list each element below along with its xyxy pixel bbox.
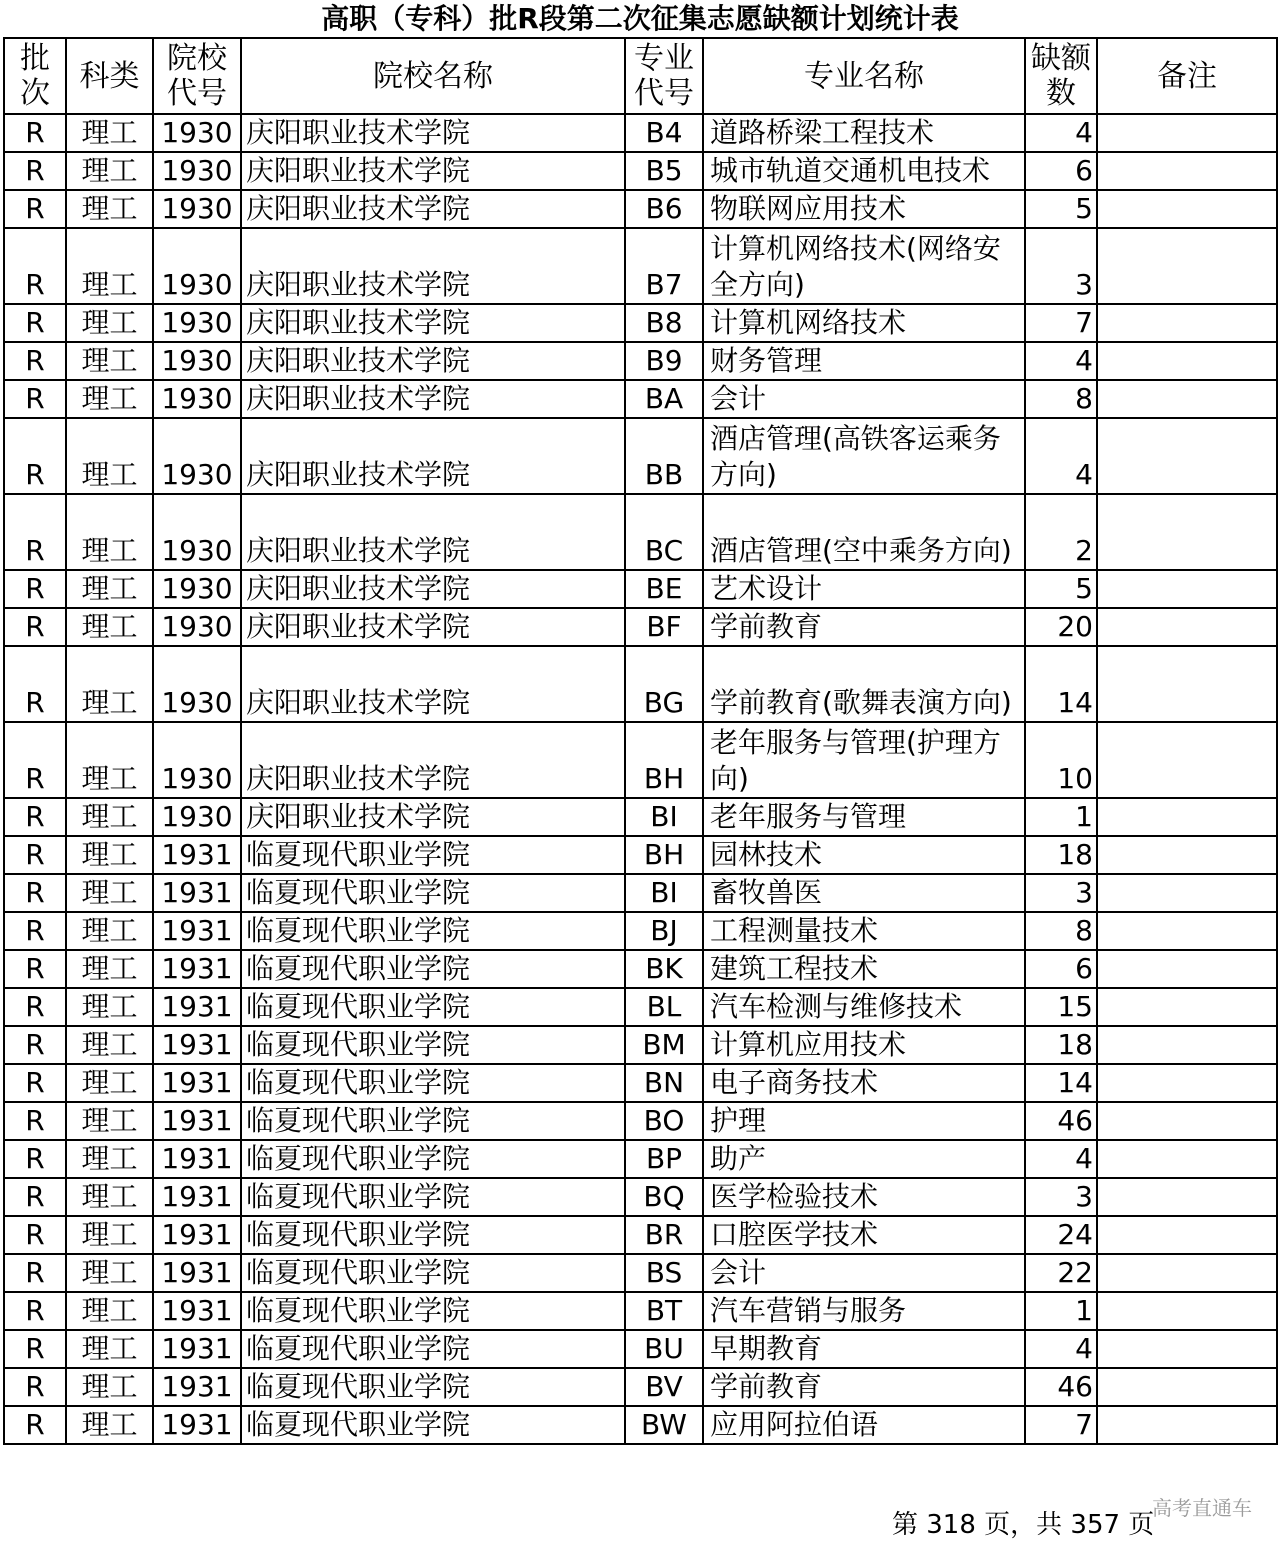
cell-major-code: BC: [625, 494, 703, 570]
cell-remarks: [1097, 950, 1277, 988]
table-row: [4, 646, 1277, 722]
cell-school-code: 1930: [153, 380, 241, 418]
cell-remarks: [1097, 1064, 1277, 1102]
cell-batch: R: [4, 1140, 66, 1178]
cell-school-code: 1931: [153, 988, 241, 1026]
cell-remarks: [1097, 1368, 1277, 1406]
cell-remarks: [1097, 912, 1277, 950]
cell-vacancies: 1: [1025, 1292, 1097, 1330]
cell-school-name: 临夏现代职业学院: [241, 1140, 625, 1178]
cell-remarks: [1097, 1102, 1277, 1140]
cell-remarks: [1097, 418, 1277, 494]
cell-vacancies: 22: [1025, 1254, 1097, 1292]
cell-category: 理工: [66, 114, 153, 152]
cell-category: 理工: [66, 950, 153, 988]
cell-remarks: [1097, 1406, 1277, 1444]
cell-major-name: 物联网应用技术: [703, 190, 1025, 228]
cell-vacancies: 1: [1025, 798, 1097, 836]
cell-vacancies: 3: [1025, 874, 1097, 912]
cell-remarks: [1097, 380, 1277, 418]
cell-school-code: 1930: [153, 722, 241, 798]
cell-major-code: BG: [625, 646, 703, 722]
cell-school-code: 1930: [153, 228, 241, 304]
cell-major-name: 财务管理: [703, 342, 1025, 380]
cell-vacancies: 5: [1025, 570, 1097, 608]
cell-batch: R: [4, 570, 66, 608]
cell-batch: R: [4, 1178, 66, 1216]
cell-school-code: 1931: [153, 836, 241, 874]
cell-batch: R: [4, 1216, 66, 1254]
cell-remarks: [1097, 1026, 1277, 1064]
cell-batch: R: [4, 874, 66, 912]
cell-school-name: 临夏现代职业学院: [241, 1406, 625, 1444]
cell-category: 理工: [66, 152, 153, 190]
header-category: 科类: [66, 38, 153, 114]
cell-major-code: BT: [625, 1292, 703, 1330]
table-row: [4, 152, 1277, 190]
table-row: [4, 1064, 1277, 1102]
cell-major-code: BA: [625, 380, 703, 418]
cell-category: 理工: [66, 228, 153, 304]
cell-vacancies: 2: [1025, 494, 1097, 570]
cell-remarks: [1097, 570, 1277, 608]
cell-school-name: 庆阳职业技术学院: [241, 380, 625, 418]
watermark: 高考直通车: [1152, 1496, 1252, 1520]
cell-major-name: 城市轨道交通机电技术: [703, 152, 1025, 190]
cell-major-code: BH: [625, 722, 703, 798]
cell-remarks: [1097, 1178, 1277, 1216]
cell-school-code: 1930: [153, 418, 241, 494]
cell-major-name: 应用阿拉伯语: [703, 1406, 1025, 1444]
cell-batch: R: [4, 304, 66, 342]
cell-vacancies: 14: [1025, 646, 1097, 722]
cell-batch: R: [4, 1330, 66, 1368]
cell-major-code: B7: [625, 228, 703, 304]
cell-category: 理工: [66, 874, 153, 912]
cell-batch: R: [4, 114, 66, 152]
cell-school-name: 庆阳职业技术学院: [241, 798, 625, 836]
cell-remarks: [1097, 1216, 1277, 1254]
cell-school-name: 临夏现代职业学院: [241, 1292, 625, 1330]
cell-category: 理工: [66, 494, 153, 570]
cell-major-code: BW: [625, 1406, 703, 1444]
cell-school-code: 1930: [153, 304, 241, 342]
cell-batch: R: [4, 494, 66, 570]
cell-remarks: [1097, 722, 1277, 798]
cell-major-code: BQ: [625, 1178, 703, 1216]
cell-category: 理工: [66, 608, 153, 646]
cell-major-code: BU: [625, 1330, 703, 1368]
page-number: 第 318 页，共 357 页: [892, 1510, 1155, 1540]
cell-category: 理工: [66, 798, 153, 836]
cell-category: 理工: [66, 190, 153, 228]
cell-major-name: 艺术设计: [703, 570, 1025, 608]
cell-batch: R: [4, 1368, 66, 1406]
cell-vacancies: 3: [1025, 1178, 1097, 1216]
cell-vacancies: 6: [1025, 152, 1097, 190]
cell-batch: R: [4, 152, 66, 190]
cell-school-code: 1930: [153, 494, 241, 570]
cell-school-name: 临夏现代职业学院: [241, 874, 625, 912]
cell-vacancies: 4: [1025, 418, 1097, 494]
cell-category: 理工: [66, 1216, 153, 1254]
cell-major-name: 电子商务技术: [703, 1064, 1025, 1102]
cell-vacancies: 15: [1025, 988, 1097, 1026]
cell-vacancies: 4: [1025, 114, 1097, 152]
cell-batch: R: [4, 798, 66, 836]
cell-major-name: 医学检验技术: [703, 1178, 1025, 1216]
table-row: [4, 1292, 1277, 1330]
cell-category: 理工: [66, 1406, 153, 1444]
cell-vacancies: 6: [1025, 950, 1097, 988]
cell-major-name: 计算机应用技术: [703, 1026, 1025, 1064]
header-major-name: 专业名称: [703, 38, 1025, 114]
cell-school-code: 1931: [153, 1368, 241, 1406]
table-row: [4, 570, 1277, 608]
cell-school-name: 庆阳职业技术学院: [241, 228, 625, 304]
cell-remarks: [1097, 228, 1277, 304]
cell-major-code: BN: [625, 1064, 703, 1102]
cell-remarks: [1097, 190, 1277, 228]
cell-remarks: [1097, 608, 1277, 646]
cell-category: 理工: [66, 1064, 153, 1102]
cell-remarks: [1097, 798, 1277, 836]
cell-major-name: 汽车营销与服务: [703, 1292, 1025, 1330]
cell-category: 理工: [66, 342, 153, 380]
cell-vacancies: 18: [1025, 836, 1097, 874]
cell-school-code: 1931: [153, 1406, 241, 1444]
cell-batch: R: [4, 1254, 66, 1292]
cell-category: 理工: [66, 1178, 153, 1216]
cell-remarks: [1097, 1292, 1277, 1330]
cell-vacancies: 8: [1025, 380, 1097, 418]
cell-category: 理工: [66, 1368, 153, 1406]
cell-vacancies: 4: [1025, 1140, 1097, 1178]
table-row: [4, 722, 1277, 798]
table-row: [4, 304, 1277, 342]
cell-school-name: 庆阳职业技术学院: [241, 494, 625, 570]
cell-major-code: BI: [625, 798, 703, 836]
cell-vacancies: 5: [1025, 190, 1097, 228]
cell-school-name: 庆阳职业技术学院: [241, 418, 625, 494]
cell-school-name: 临夏现代职业学院: [241, 1216, 625, 1254]
page-title: 高职（专科）批R段第二次征集志愿缺额计划统计表: [321, 2, 959, 35]
cell-vacancies: 7: [1025, 1406, 1097, 1444]
table-row: [4, 988, 1277, 1026]
cell-school-name: 庆阳职业技术学院: [241, 342, 625, 380]
table-row: [4, 1406, 1277, 1444]
cell-batch: R: [4, 1026, 66, 1064]
cell-batch: R: [4, 950, 66, 988]
cell-vacancies: 10: [1025, 722, 1097, 798]
cell-major-name: 老年服务与管理: [703, 798, 1025, 836]
table-row: [4, 1178, 1277, 1216]
cell-major-name: 口腔医学技术: [703, 1216, 1025, 1254]
cell-school-name: 临夏现代职业学院: [241, 988, 625, 1026]
table-row: [4, 342, 1277, 380]
cell-major-code: BL: [625, 988, 703, 1026]
cell-school-name: 临夏现代职业学院: [241, 1254, 625, 1292]
cell-school-code: 1931: [153, 1102, 241, 1140]
cell-school-name: 临夏现代职业学院: [241, 836, 625, 874]
cell-school-name: 临夏现代职业学院: [241, 1178, 625, 1216]
header-school-code: 院校代号: [153, 38, 241, 114]
cell-major-code: BP: [625, 1140, 703, 1178]
table-row: [4, 1216, 1277, 1254]
cell-category: 理工: [66, 722, 153, 798]
cell-school-code: 1931: [153, 1140, 241, 1178]
cell-vacancies: 8: [1025, 912, 1097, 950]
cell-major-code: B4: [625, 114, 703, 152]
cell-remarks: [1097, 646, 1277, 722]
cell-remarks: [1097, 1330, 1277, 1368]
cell-school-name: 庆阳职业技术学院: [241, 570, 625, 608]
cell-vacancies: 3: [1025, 228, 1097, 304]
cell-school-code: 1931: [153, 874, 241, 912]
cell-major-name: 早期教育: [703, 1330, 1025, 1368]
cell-batch: R: [4, 380, 66, 418]
cell-school-code: 1931: [153, 1254, 241, 1292]
cell-vacancies: 4: [1025, 342, 1097, 380]
table-row: [4, 950, 1277, 988]
cell-major-code: BM: [625, 1026, 703, 1064]
table-row: [4, 494, 1277, 570]
cell-school-code: 1930: [153, 114, 241, 152]
cell-category: 理工: [66, 1102, 153, 1140]
cell-school-name: 庆阳职业技术学院: [241, 646, 625, 722]
cell-vacancies: 14: [1025, 1064, 1097, 1102]
cell-batch: R: [4, 646, 66, 722]
cell-major-code: B8: [625, 304, 703, 342]
table-row: [4, 1026, 1277, 1064]
cell-major-name: 建筑工程技术: [703, 950, 1025, 988]
table-row: [4, 836, 1277, 874]
cell-school-code: 1930: [153, 570, 241, 608]
cell-remarks: [1097, 304, 1277, 342]
header-row: [4, 38, 1277, 114]
cell-batch: R: [4, 1406, 66, 1444]
cell-school-name: 庆阳职业技术学院: [241, 722, 625, 798]
cell-remarks: [1097, 114, 1277, 152]
cell-batch: R: [4, 988, 66, 1026]
cell-batch: R: [4, 1102, 66, 1140]
cell-school-code: 1930: [153, 646, 241, 722]
cell-category: 理工: [66, 380, 153, 418]
cell-remarks: [1097, 494, 1277, 570]
cell-school-name: 庆阳职业技术学院: [241, 190, 625, 228]
cell-major-name: 助产: [703, 1140, 1025, 1178]
header-major-code: 专业代号: [625, 38, 703, 114]
cell-batch: R: [4, 1292, 66, 1330]
cell-major-code: BS: [625, 1254, 703, 1292]
cell-major-code: BF: [625, 608, 703, 646]
header-vacancies: 缺额数: [1025, 38, 1097, 114]
cell-major-name: 会计: [703, 380, 1025, 418]
cell-batch: R: [4, 418, 66, 494]
header-batch: 批次: [4, 38, 66, 114]
cell-major-code: BV: [625, 1368, 703, 1406]
cell-remarks: [1097, 1140, 1277, 1178]
cell-major-name: 计算机网络技术(网络安全方向): [703, 228, 1025, 304]
cell-major-name: 老年服务与管理(护理方向): [703, 722, 1025, 798]
cell-school-code: 1931: [153, 1178, 241, 1216]
vacancy-table: [3, 37, 1278, 1445]
table-row: [4, 418, 1277, 494]
cell-remarks: [1097, 1254, 1277, 1292]
cell-remarks: [1097, 988, 1277, 1026]
cell-major-code: B9: [625, 342, 703, 380]
cell-major-code: BH: [625, 836, 703, 874]
cell-category: 理工: [66, 1292, 153, 1330]
cell-major-name: 酒店管理(空中乘务方向): [703, 494, 1025, 570]
table-row: [4, 380, 1277, 418]
cell-major-name: 学前教育: [703, 608, 1025, 646]
table-row: [4, 114, 1277, 152]
cell-school-name: 临夏现代职业学院: [241, 1026, 625, 1064]
table-row: [4, 608, 1277, 646]
cell-vacancies: 18: [1025, 1026, 1097, 1064]
cell-vacancies: 46: [1025, 1368, 1097, 1406]
cell-school-code: 1931: [153, 1064, 241, 1102]
cell-school-name: 庆阳职业技术学院: [241, 304, 625, 342]
cell-school-name: 临夏现代职业学院: [241, 1064, 625, 1102]
cell-school-code: 1931: [153, 950, 241, 988]
cell-school-code: 1931: [153, 1216, 241, 1254]
cell-major-code: BK: [625, 950, 703, 988]
cell-school-code: 1931: [153, 1330, 241, 1368]
cell-major-code: BI: [625, 874, 703, 912]
cell-school-code: 1931: [153, 1292, 241, 1330]
cell-vacancies: 20: [1025, 608, 1097, 646]
cell-major-name: 畜牧兽医: [703, 874, 1025, 912]
cell-school-name: 临夏现代职业学院: [241, 1368, 625, 1406]
table-body: [4, 114, 1277, 1444]
cell-batch: R: [4, 190, 66, 228]
table-row: [4, 1330, 1277, 1368]
cell-major-code: BB: [625, 418, 703, 494]
table-row: [4, 1254, 1277, 1292]
cell-school-name: 临夏现代职业学院: [241, 1102, 625, 1140]
cell-school-code: 1930: [153, 152, 241, 190]
cell-school-name: 临夏现代职业学院: [241, 950, 625, 988]
cell-remarks: [1097, 836, 1277, 874]
cell-vacancies: 4: [1025, 1330, 1097, 1368]
cell-school-code: 1930: [153, 342, 241, 380]
cell-school-name: 庆阳职业技术学院: [241, 114, 625, 152]
cell-vacancies: 7: [1025, 304, 1097, 342]
cell-major-code: BJ: [625, 912, 703, 950]
cell-category: 理工: [66, 1330, 153, 1368]
cell-batch: R: [4, 228, 66, 304]
cell-school-code: 1930: [153, 798, 241, 836]
cell-batch: R: [4, 912, 66, 950]
table-row: [4, 1102, 1277, 1140]
cell-major-name: 学前教育(歌舞表演方向): [703, 646, 1025, 722]
cell-school-name: 临夏现代职业学院: [241, 1330, 625, 1368]
cell-vacancies: 24: [1025, 1216, 1097, 1254]
table-row: [4, 912, 1277, 950]
cell-category: 理工: [66, 1254, 153, 1292]
cell-school-code: 1930: [153, 190, 241, 228]
cell-major-name: 学前教育: [703, 1368, 1025, 1406]
cell-school-code: 1931: [153, 912, 241, 950]
cell-major-name: 护理: [703, 1102, 1025, 1140]
cell-category: 理工: [66, 836, 153, 874]
cell-major-code: BO: [625, 1102, 703, 1140]
cell-category: 理工: [66, 418, 153, 494]
cell-batch: R: [4, 342, 66, 380]
header-remarks: 备注: [1097, 38, 1277, 114]
cell-category: 理工: [66, 1140, 153, 1178]
cell-remarks: [1097, 342, 1277, 380]
cell-major-code: B6: [625, 190, 703, 228]
cell-major-code: BR: [625, 1216, 703, 1254]
cell-school-name: 庆阳职业技术学院: [241, 152, 625, 190]
cell-major-name: 会计: [703, 1254, 1025, 1292]
cell-major-name: 汽车检测与维修技术: [703, 988, 1025, 1026]
cell-school-name: 临夏现代职业学院: [241, 912, 625, 950]
cell-batch: R: [4, 608, 66, 646]
cell-remarks: [1097, 874, 1277, 912]
cell-category: 理工: [66, 646, 153, 722]
cell-major-name: 道路桥梁工程技术: [703, 114, 1025, 152]
cell-batch: R: [4, 1064, 66, 1102]
cell-category: 理工: [66, 912, 153, 950]
cell-remarks: [1097, 152, 1277, 190]
table-row: [4, 1368, 1277, 1406]
table-row: [4, 874, 1277, 912]
cell-major-name: 计算机网络技术: [703, 304, 1025, 342]
cell-vacancies: 46: [1025, 1102, 1097, 1140]
cell-category: 理工: [66, 988, 153, 1026]
cell-major-code: B5: [625, 152, 703, 190]
cell-school-code: 1930: [153, 608, 241, 646]
table-row: [4, 798, 1277, 836]
table-row: [4, 1140, 1277, 1178]
cell-major-name: 园林技术: [703, 836, 1025, 874]
cell-major-name: 酒店管理(高铁客运乘务方向): [703, 418, 1025, 494]
header-school-name: 院校名称: [241, 38, 625, 114]
cell-school-name: 庆阳职业技术学院: [241, 608, 625, 646]
cell-school-code: 1931: [153, 1026, 241, 1064]
cell-major-code: BE: [625, 570, 703, 608]
cell-major-name: 工程测量技术: [703, 912, 1025, 950]
cell-category: 理工: [66, 304, 153, 342]
cell-category: 理工: [66, 570, 153, 608]
cell-batch: R: [4, 836, 66, 874]
table-row: [4, 228, 1277, 304]
cell-category: 理工: [66, 1026, 153, 1064]
cell-batch: R: [4, 722, 66, 798]
table-row: [4, 190, 1277, 228]
